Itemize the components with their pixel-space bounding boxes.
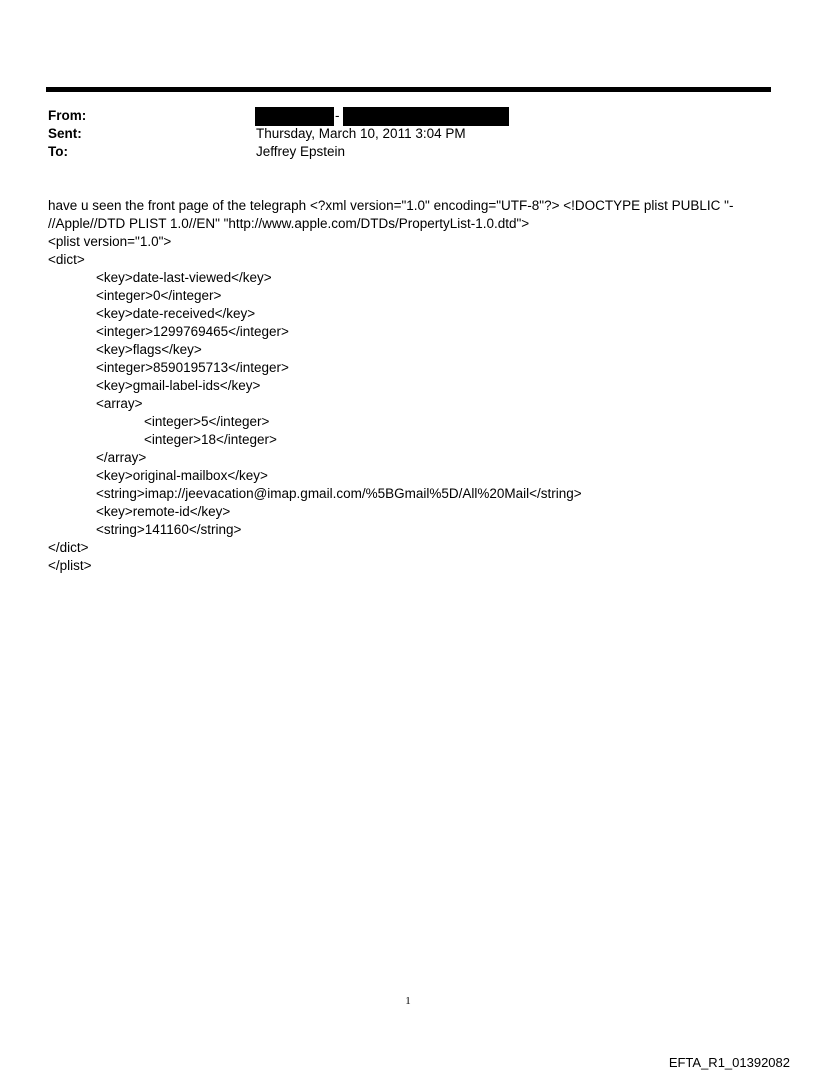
body-line: <integer>5</integer> [144, 414, 270, 429]
sent-value: Thursday, March 10, 2011 3:04 PM [256, 126, 466, 141]
body-line: <key>date-received</key> [96, 306, 256, 321]
to-label: To: [48, 144, 68, 159]
body-line: <integer>1299769465</integer> [96, 324, 289, 339]
body-line: </array> [96, 450, 147, 465]
from-label: From: [48, 108, 87, 123]
body-line: //Apple//DTD PLIST 1.0//EN" "http://www.apple.com/DTDs/PropertyList-1.0.dtd"> [48, 216, 530, 231]
redaction-box [255, 107, 334, 126]
redaction-box [343, 107, 509, 126]
from-row [48, 107, 768, 125]
body-line: <integer>18</integer> [144, 432, 277, 447]
body-line: <array> [96, 396, 143, 411]
page-number: 1 [405, 995, 411, 1007]
body-line: <integer>0</integer> [96, 288, 222, 303]
body-line: <integer>8590195713</integer> [96, 360, 289, 375]
to-value: Jeffrey Epstein [256, 144, 346, 159]
document-id: EFTA_R1_01392082 [668, 1055, 790, 1070]
sent-label: Sent: [48, 126, 82, 141]
body-line: <plist version="1.0"> [48, 234, 172, 249]
body-line: <key>original-mailbox</key> [96, 468, 268, 483]
body-line: </dict> [48, 540, 89, 555]
from-separator: - [335, 108, 340, 123]
body-line: <key>flags</key> [96, 342, 202, 357]
body-line: </plist> [48, 558, 92, 573]
body-line: <string>imap://jeevacation@imap.gmail.com/%5BGmail%5D/All%20Mail</string> [96, 486, 582, 501]
body-line: <string>141160</string> [96, 522, 242, 537]
email-header [48, 107, 768, 161]
body-line: <key>gmail-label-ids</key> [96, 378, 261, 393]
sent-row [48, 125, 768, 143]
body-line: have u seen the front page of the telegraph <?xml version="1.0" encoding="UTF-8"?> <!DOCTYPE plist PUBLIC "- [48, 198, 734, 213]
header-rule [46, 87, 771, 92]
email-body [48, 197, 748, 575]
to-row [48, 143, 768, 161]
body-line: <key>remote-id</key> [96, 504, 231, 519]
body-line: <dict> [48, 252, 85, 267]
body-line: <key>date-last-viewed</key> [96, 270, 272, 285]
